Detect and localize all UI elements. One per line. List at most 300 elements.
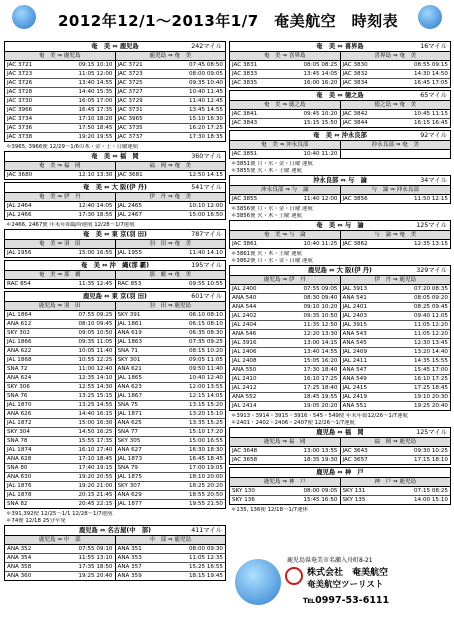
route-title	[230, 91, 450, 101]
flight-number: JAL 2464	[7, 203, 32, 209]
flight-cell	[5, 446, 116, 454]
timetable-left-column	[4, 41, 226, 583]
flight-times: 17:25 18:45	[413, 385, 448, 391]
flight-row	[230, 384, 450, 393]
flight-number: JAC 3851	[232, 151, 258, 157]
route-name: 鹿児島 ⇔ 名古屋(中 部)	[78, 527, 152, 534]
flight-times: 11:00 12:40	[78, 366, 113, 372]
route-title	[5, 526, 225, 536]
flight-number: JAL 2408	[232, 358, 257, 364]
flight-times: 19:10 20:30	[413, 394, 448, 400]
direction-header	[230, 231, 450, 240]
flight-times: 19:55 21:50	[188, 501, 223, 507]
flight-cell	[341, 119, 451, 127]
flight-row	[230, 195, 450, 203]
flight-cell	[230, 366, 341, 374]
flight-times: 14:40 16:15	[78, 411, 113, 417]
flight-number: JAL 1874	[7, 447, 32, 453]
flight-number: SNA 71	[117, 348, 138, 354]
route-section	[229, 175, 451, 204]
flight-cell	[5, 88, 116, 96]
direction-header	[5, 162, 225, 171]
flight-cell	[230, 240, 341, 248]
flight-times: 10:05 11:40	[78, 348, 113, 354]
route-title	[5, 183, 225, 193]
flight-cell	[5, 428, 116, 436]
flight-number: JAC 3725	[117, 80, 143, 86]
route-note: ＊391,392便 12/25～1/1 12/28～1/7運航	[6, 511, 113, 517]
flight-cell	[230, 294, 341, 302]
flight-cell	[341, 384, 451, 392]
flight-number: RAC 854	[7, 281, 31, 287]
flight-times: 19:20 21:00	[78, 483, 113, 489]
flight-row	[5, 392, 225, 401]
flight-times: 12:30 13:45	[413, 340, 448, 346]
flight-number: ANA 627	[117, 447, 142, 453]
flight-number: JAC 3728	[7, 89, 33, 95]
flight-row	[230, 393, 450, 402]
flight-cell	[230, 79, 341, 87]
direction-label: 奄 美 ⇒ 伊 丹	[38, 194, 81, 200]
header	[0, 0, 454, 38]
route-name: 奄 美 ⇔ 福 岡	[91, 153, 139, 160]
route-miles: 65マイル	[420, 92, 447, 99]
company-address: 鹿児島県奄美市名瀬入舟町8-21	[287, 557, 373, 564]
flight-times: 07:20 08:35	[413, 286, 448, 292]
flight-number: ANA 359	[117, 573, 142, 579]
flight-number: JAC 3736	[7, 125, 33, 131]
company-name: 株式会社 奄美航空	[307, 568, 389, 578]
flight-number: SNA 72	[7, 366, 28, 372]
flight-number: SKY 302	[7, 330, 30, 336]
flight-cell	[116, 500, 226, 508]
flight-times: 12:35 14:10	[78, 375, 113, 381]
direction-cell	[230, 276, 341, 284]
direction-cell	[5, 271, 116, 279]
flight-row	[5, 115, 225, 124]
flight-times: 07:35 09:25	[188, 339, 223, 345]
route-title	[230, 468, 450, 478]
flight-times: 17:10 18:45	[78, 456, 113, 462]
route-name: 沖永良部 ⇔ 与 論	[313, 177, 367, 184]
flight-row	[230, 487, 450, 496]
flight-times: 08:05 08:25	[303, 62, 338, 68]
flight-cell	[230, 496, 341, 504]
flight-row	[5, 311, 225, 320]
flight-number: ANA 619	[117, 330, 142, 336]
flight-number: JAC 3835	[232, 80, 258, 86]
route-miles: 34マイル	[420, 177, 447, 184]
flight-number: JAC 3830	[342, 62, 368, 68]
route-note: ＊2401・2402・2406・2407便 12/26～1/7運航	[231, 420, 355, 426]
flight-times: 14:40 15:35	[78, 89, 113, 95]
flight-times: 09:50 11:40	[188, 366, 223, 372]
flight-times: 19:25 20:40	[413, 403, 448, 409]
flight-cell	[230, 312, 341, 320]
flight-times: 15:15 15:50	[303, 120, 338, 126]
flight-cell	[116, 545, 226, 553]
flight-times: 11:35 12:45	[78, 281, 113, 287]
flight-number: ANA 626	[7, 411, 32, 417]
flight-number: ANA 353	[117, 555, 142, 561]
flight-times: 17:40 19:15	[78, 465, 113, 471]
flight-row	[5, 365, 225, 374]
flight-number: JAL 1872	[7, 420, 32, 426]
flight-times: 09:30 10:25	[413, 448, 448, 454]
flight-row	[5, 491, 225, 500]
flight-number: JAL 2400	[232, 286, 257, 292]
flight-cell	[5, 202, 116, 210]
route-note: ＊3851便 月・水・金・日曜 運航	[231, 161, 313, 167]
flight-row	[230, 402, 450, 410]
flight-number: SKY 304	[7, 429, 30, 435]
flight-number: JAC 3648	[232, 448, 258, 454]
flight-times: 14:30 14:50	[413, 71, 448, 77]
route-miles: 360マイル	[191, 153, 222, 160]
flight-row	[230, 70, 450, 79]
flight-times: 08:30 09:40	[303, 295, 338, 301]
route-name: 奄 美 ⇔ 鹿児島	[91, 43, 139, 50]
direction-cell	[341, 438, 451, 446]
flight-number: JAC 3731	[117, 107, 143, 113]
flight-cell	[116, 171, 226, 179]
flight-times: 16:15 16:45	[413, 120, 448, 126]
flight-times: 15:55 17:35	[78, 438, 113, 444]
flight-number: ANA 541	[342, 295, 367, 301]
flight-times	[385, 150, 450, 158]
flight-row	[230, 366, 450, 375]
direction-label: 沖永良部 ⇒ 与 論	[261, 187, 309, 193]
route-title	[230, 176, 450, 186]
direction-header	[5, 302, 225, 311]
direction-label: 那 覇 ⇒ 奄 美	[149, 272, 192, 278]
route-miles: 242マイル	[191, 43, 222, 50]
flight-number: JAL 2414	[232, 403, 257, 409]
flight-times: 18:10 20:00	[188, 474, 223, 480]
flight-row	[5, 97, 225, 106]
flight-number: RAC 853	[117, 281, 142, 287]
flight-cell	[230, 303, 341, 311]
flight-number: SKY 307	[117, 483, 141, 489]
flight-number: JAC 3730	[7, 98, 33, 104]
route-section	[4, 260, 226, 289]
flight-row	[5, 106, 225, 115]
flight-times: 18:45 19:55	[303, 394, 338, 400]
flight-number: SKY 301	[117, 357, 141, 363]
flight-times: 16:45 17:05	[413, 80, 448, 86]
flight-times: 16:45 18:45	[188, 456, 223, 462]
flight-cell	[341, 366, 451, 374]
flight-number: SKY 130	[232, 488, 255, 494]
flight-cell	[341, 447, 451, 455]
flight-number: JAL 2412	[232, 385, 257, 391]
flight-times: 06:35 08:30	[188, 330, 223, 336]
route-section	[4, 41, 226, 142]
flight-number	[341, 150, 385, 158]
flight-number: JAC 3842	[342, 111, 368, 117]
route-name: 鹿児島 ⇔ 神 戸	[316, 469, 364, 476]
flight-number: JAL 2467	[117, 212, 143, 218]
flight-cell	[230, 150, 341, 158]
flight-number: ANA 547	[342, 367, 367, 373]
flight-cell	[116, 374, 226, 382]
flight-times: 11:05 12:20	[413, 331, 448, 337]
direction-label: 奄 美 ⇒ 福 岡	[38, 163, 81, 169]
flight-times: 13:20 14:40	[413, 349, 448, 355]
direction-header	[5, 52, 225, 61]
flight-row	[5, 171, 225, 179]
flight-cell	[230, 321, 341, 329]
direction-cell	[230, 478, 341, 486]
flight-number: JAC 3832	[342, 71, 368, 77]
flight-row	[5, 419, 225, 428]
flight-times: 10:40 11:25	[303, 241, 338, 247]
route-section	[229, 41, 451, 88]
flight-number: JAL 1873	[117, 456, 143, 462]
flight-number: ANA 360	[7, 573, 32, 579]
flight-cell	[230, 61, 341, 69]
route-note: ＊3861便 火・木・土曜 運航	[231, 251, 303, 257]
route-section	[229, 467, 451, 505]
direction-label: 羽 田 ⇒ 鹿児島	[149, 303, 192, 309]
flight-cell	[341, 70, 451, 78]
route-section	[4, 182, 226, 220]
flight-cell	[341, 110, 451, 118]
flight-cell	[341, 79, 451, 87]
direction-cell	[116, 193, 226, 201]
flight-cell	[116, 280, 226, 288]
footer	[229, 553, 451, 625]
flight-cell	[341, 61, 451, 69]
flight-row	[230, 375, 450, 384]
route-section	[4, 291, 226, 509]
flight-times: 11:40 14:10	[188, 250, 223, 256]
flight-times: 13:00 14:15	[303, 340, 338, 346]
flight-cell	[5, 554, 116, 562]
direction-cell	[230, 438, 341, 446]
route-note: ＊3856便 月・水・金・日曜 運航	[231, 206, 313, 212]
direction-label: 奄 美 ⇒ 与 論	[263, 232, 306, 238]
flight-cell	[5, 491, 116, 499]
flight-row	[5, 410, 225, 419]
flight-cell	[230, 348, 341, 356]
flight-times: 10:40 12:40	[188, 375, 223, 381]
flight-times: 17:50 18:45	[78, 125, 113, 131]
direction-cell	[230, 231, 341, 239]
flight-number: ANA 549	[342, 376, 367, 382]
flight-number: ANA 351	[117, 546, 142, 552]
flight-number: JAC 3831	[232, 62, 258, 68]
flight-number: JAL 1956	[7, 250, 32, 256]
flight-number: JAC 3680	[7, 172, 33, 178]
direction-cell	[341, 52, 451, 60]
route-name: 奄 美 ⇔ 沖永良部	[313, 132, 367, 139]
flight-row	[5, 572, 225, 580]
flight-cell	[230, 487, 341, 495]
flight-number: JAL 1866	[7, 339, 32, 345]
flight-cell	[5, 211, 116, 219]
flight-cell	[341, 375, 451, 383]
route-miles: 125マイル	[416, 429, 447, 436]
flight-times: 09:15 10:10	[78, 62, 113, 68]
flight-number: JAC 3681	[117, 172, 143, 178]
route-section	[4, 229, 226, 258]
flight-cell	[116, 473, 226, 481]
flight-number: SNA 76	[7, 393, 28, 399]
flight-row	[230, 456, 450, 464]
direction-header	[230, 141, 450, 150]
flight-times: 17:30 18:55	[78, 212, 113, 218]
flight-number: ANA 543	[342, 331, 367, 337]
flight-number: SNA 77	[117, 429, 138, 435]
flight-row	[5, 482, 225, 491]
flight-cell	[341, 496, 451, 504]
flight-cell	[116, 79, 226, 87]
flight-number: JAL 1870	[7, 402, 32, 408]
flight-number: JAC 3738	[7, 134, 33, 140]
route-title	[230, 266, 450, 276]
flight-cell	[116, 455, 226, 463]
flight-cell	[5, 347, 116, 355]
flight-number: JAL 1871	[117, 411, 143, 417]
flight-number: JAC 3734	[7, 116, 33, 122]
flight-row	[230, 321, 450, 330]
flight-cell	[116, 97, 226, 105]
route-title	[5, 152, 225, 162]
route-title	[230, 428, 450, 438]
company-logo-right	[410, 3, 450, 35]
flight-number: JAL 1878	[7, 492, 32, 498]
flight-cell	[116, 482, 226, 490]
flight-cell	[5, 70, 116, 78]
flight-number: ANA 622	[7, 348, 32, 354]
flight-times: 13:45 14:05	[303, 71, 338, 77]
flight-row	[5, 202, 225, 211]
flight-times: 08:00 09:05	[303, 488, 338, 494]
flight-times: 11:40 12:45	[188, 98, 223, 104]
flight-cell	[341, 339, 451, 347]
flight-times: 13:40 14:55	[78, 80, 113, 86]
flight-cell	[5, 365, 116, 373]
flight-number: SNA 79	[117, 465, 138, 471]
flight-number: SNA 82	[7, 501, 28, 507]
flight-cell	[5, 455, 116, 463]
direction-header	[230, 101, 450, 110]
flight-cell	[5, 329, 116, 337]
direction-label: 徳之島 ⇒ 奄 美	[374, 102, 417, 108]
flight-times: 19:25 20:40	[78, 573, 113, 579]
flight-cell	[116, 61, 226, 69]
flight-times: 15:00 16:50	[188, 212, 223, 218]
flight-cell	[116, 392, 226, 400]
flight-times: 16:30 18:30	[188, 447, 223, 453]
flight-row	[5, 249, 225, 257]
route-section	[4, 151, 226, 180]
route-section	[4, 525, 226, 581]
flight-cell	[5, 473, 116, 481]
flight-cell	[5, 320, 116, 328]
flight-cell	[5, 374, 116, 382]
flight-cell	[116, 383, 226, 391]
direction-header	[5, 536, 225, 545]
flight-number: JAL 2415	[342, 385, 368, 391]
flight-number: JAL 2411	[342, 358, 368, 364]
flight-number: JAC 3965	[117, 116, 143, 122]
direction-cell	[230, 186, 341, 194]
flight-times: 20:45 22:15	[78, 501, 113, 507]
flight-number: JAC 3723	[7, 71, 33, 77]
direction-cell	[116, 240, 226, 248]
flight-times: 15:45 17:00	[413, 367, 448, 373]
company-phone: ℡0997-53-6111	[303, 595, 390, 606]
flight-cell	[116, 563, 226, 571]
flight-cell	[116, 320, 226, 328]
flight-times: 08:00 09:05	[188, 71, 223, 77]
flight-cell	[230, 456, 341, 464]
flight-number: JAC 3966	[7, 107, 33, 113]
route-note: ＊2466, 2467便 年末年始臨時運航 12/28～1/7運航	[6, 222, 135, 228]
route-name: 奄 美 ⇔ 沖 縄(那 覇)	[81, 262, 149, 269]
flight-number: JAC 3726	[7, 80, 33, 86]
flight-cell	[116, 410, 226, 418]
direction-cell	[116, 52, 226, 60]
direction-label: 奄 美 ⇒ 羽 田	[38, 241, 81, 247]
flight-cell	[116, 329, 226, 337]
flight-cell	[116, 124, 226, 132]
route-name: 鹿児島 ⇔ 大 阪(伊 丹)	[308, 267, 372, 274]
flight-times: 12:20 13:30	[303, 331, 338, 337]
flight-times: 07:45 08:50	[188, 62, 223, 68]
flight-number: JAC 3737	[117, 134, 143, 140]
route-name: 奄 美 ⇔ 東 京(羽 田)	[83, 231, 147, 238]
flight-number: ANA 354	[7, 555, 32, 561]
flight-times: 09:35 10:50	[303, 313, 338, 319]
flight-number: JAC 3834	[342, 80, 368, 86]
flight-times: 10:55 12:25	[78, 357, 113, 363]
flight-number: JAL 1955	[117, 250, 143, 256]
direction-cell	[341, 186, 451, 194]
flight-cell	[230, 393, 341, 401]
flight-row	[230, 303, 450, 312]
flight-number: JAC 3862	[342, 241, 368, 247]
flight-cell	[116, 356, 226, 364]
flight-times: 16:05 17:00	[78, 98, 113, 104]
flight-cell	[116, 88, 226, 96]
direction-label: 鹿児島 ⇒ 奄 美	[149, 53, 192, 59]
flight-number: ANA 357	[117, 564, 142, 570]
flight-number: SNA 80	[7, 465, 28, 471]
flight-number: JAC 3855	[232, 196, 258, 202]
flight-cell	[116, 491, 226, 499]
flight-cell	[5, 106, 116, 114]
flight-number: JAL 3913	[342, 286, 368, 292]
flight-times: 10:40 11:20	[303, 151, 338, 157]
flight-row	[230, 110, 450, 119]
direction-header	[230, 276, 450, 285]
flight-cell	[5, 401, 116, 409]
flight-cell	[116, 249, 226, 257]
flight-row	[230, 312, 450, 321]
route-name: 奄 美 ⇔ 大 阪(伊 丹)	[83, 184, 147, 191]
flight-row	[5, 401, 225, 410]
flight-times: 09:05 10:50	[78, 330, 113, 336]
flight-cell	[116, 365, 226, 373]
flight-row	[5, 563, 225, 572]
flight-cell	[230, 339, 341, 347]
flight-times: 06:15 08:10	[188, 321, 223, 327]
route-name: 鹿児島 ⇔ 東 京(羽 田)	[83, 293, 147, 300]
flight-times: 13:15 15:20	[188, 402, 223, 408]
